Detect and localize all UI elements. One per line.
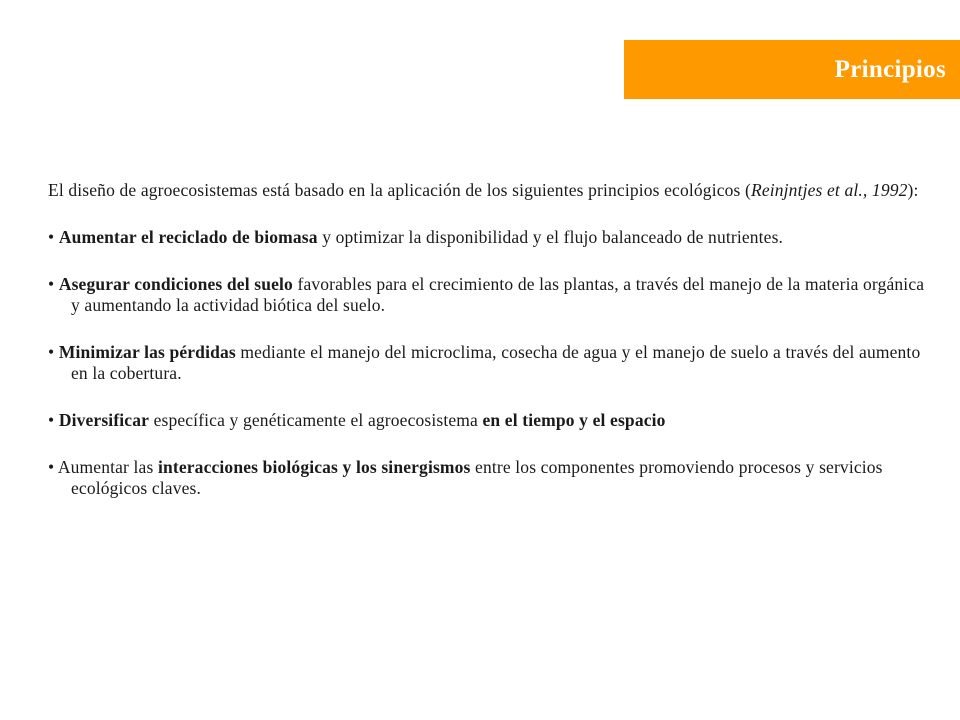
principle-4-text: específica y genéticamente el agroecosistema bbox=[149, 410, 483, 430]
bullet-marker: • bbox=[48, 342, 59, 362]
principle-1-text: y optimizar la disponibilidad y el flujo balanceado de nutrientes. bbox=[317, 227, 784, 247]
intro-text: El diseño de agroecosistemas está basado en la aplicación de los siguientes principios ecológicos ( bbox=[48, 180, 751, 200]
bullet-marker: • bbox=[48, 227, 59, 247]
principle-1 bbox=[48, 227, 928, 248]
principle-5-lead: Aumentar las bbox=[57, 457, 158, 477]
principle-4 bbox=[48, 410, 928, 431]
principle-4-keyword: Diversificar bbox=[58, 410, 150, 430]
intro-text-end: ): bbox=[907, 180, 919, 200]
page-title: Principios bbox=[834, 55, 946, 83]
principle-3 bbox=[48, 342, 928, 384]
principle-5 bbox=[48, 457, 928, 499]
slide-body bbox=[48, 180, 928, 525]
principle-1-keyword: Aumentar el reciclado de biomasa bbox=[58, 227, 318, 247]
principle-2-text: favorables para el crecimiento de las plantas, a través del manejo de la materia orgánica y aumentando la actividad biótica del suelo. bbox=[71, 274, 925, 315]
principle-2 bbox=[48, 274, 928, 316]
title-banner bbox=[624, 40, 960, 99]
principle-3-keyword: Minimizar las pérdidas bbox=[58, 342, 236, 362]
bullet-marker: • bbox=[48, 457, 58, 477]
principle-2-keyword: Asegurar condiciones del suelo bbox=[58, 274, 293, 294]
principle-5-keyword: interacciones biológicas y los sinergismos bbox=[157, 457, 471, 477]
principle-4-keyword-2: en el tiempo y el espacio bbox=[482, 410, 666, 430]
intro-paragraph bbox=[48, 180, 928, 201]
citation: Reinjntjes et al., 1992 bbox=[750, 180, 908, 200]
principle-3-text: mediante el manejo del microclima, cosecha de agua y el manejo de suelo a través del aumento en la cobertura. bbox=[71, 342, 921, 383]
principle-5-text: entre los componentes promoviendo procesos y servicios ecológicos claves. bbox=[71, 457, 883, 498]
bullet-marker: • bbox=[48, 274, 59, 294]
bullet-marker: • bbox=[48, 410, 59, 430]
